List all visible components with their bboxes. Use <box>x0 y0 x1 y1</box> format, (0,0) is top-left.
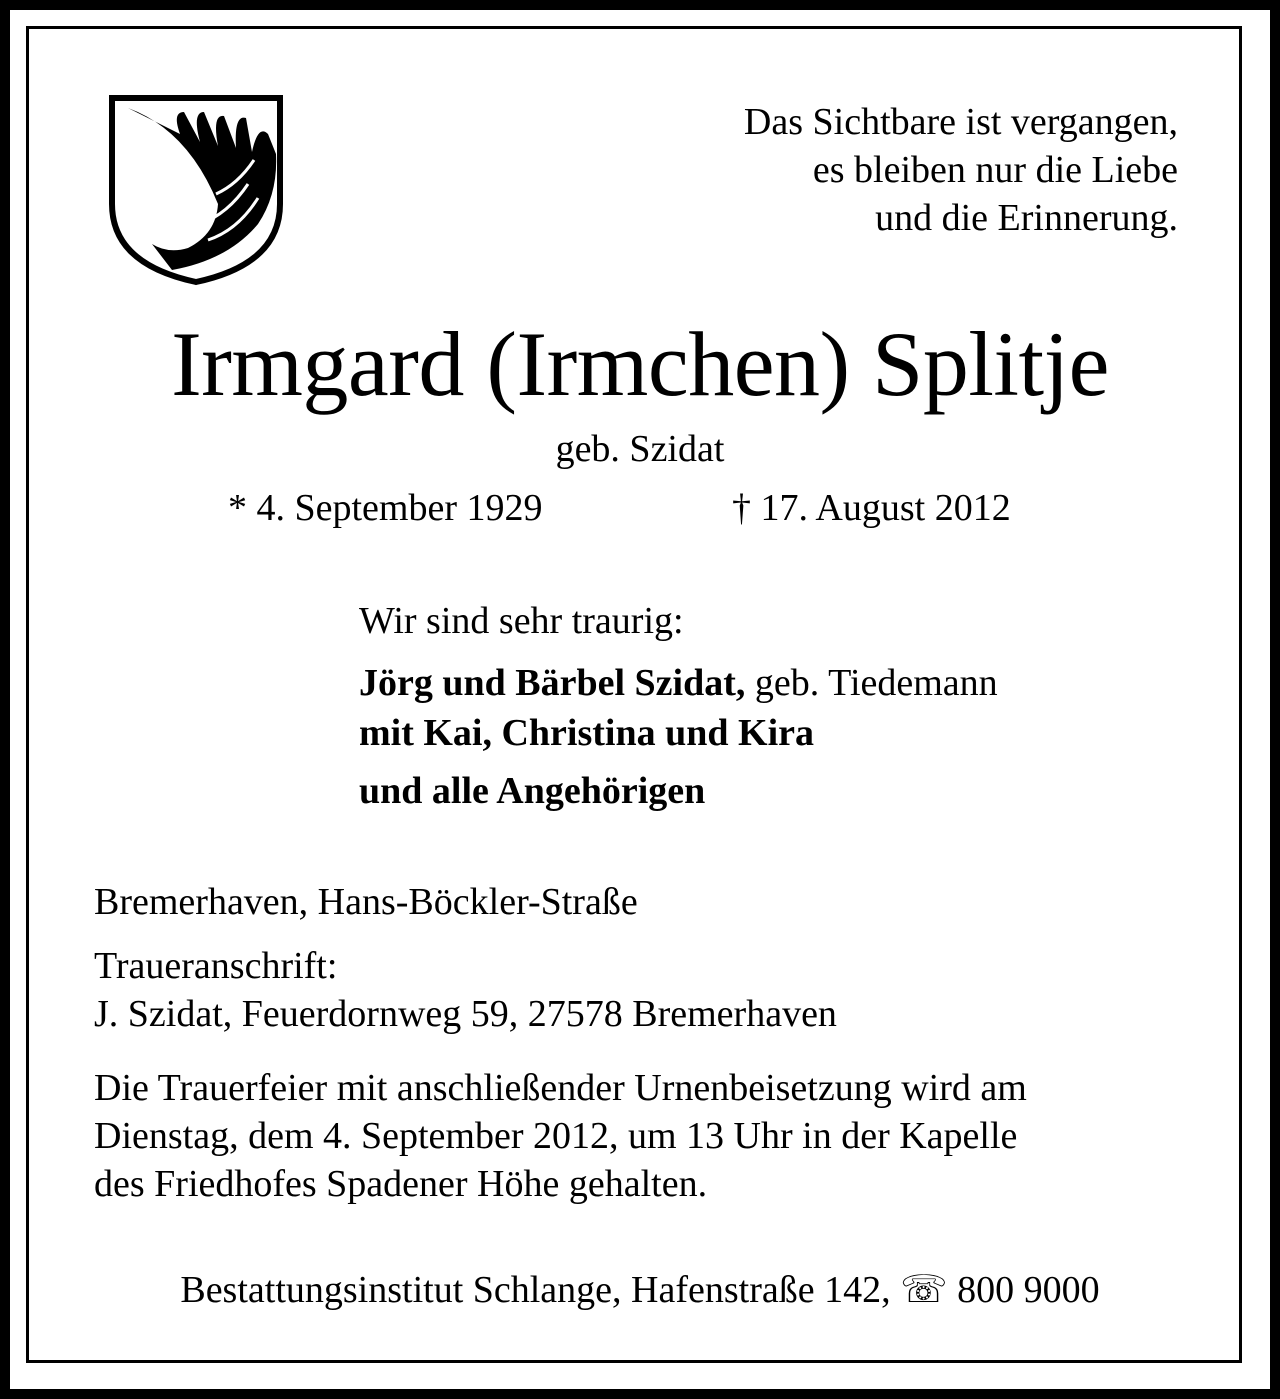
mourning-address-label: Traueranschrift: <box>94 945 338 987</box>
undertaker-line <box>10 1266 1270 1314</box>
mourning-address-text: J. Szidat, Feuerdornweg 59, 27578 Bremerhaven <box>94 993 837 1035</box>
deceased-name: Irmgard (Irmchen) Splitje <box>171 313 1109 415</box>
ceremony-info <box>94 1064 1027 1208</box>
death-date: † 17. August 2012 <box>732 487 1011 529</box>
ceremony-line: Die Trauerfeier mit anschließender Urnenbeisetzung wird am <box>94 1067 1027 1109</box>
birth-date: * 4. September 1929 <box>228 487 543 529</box>
ceremony-line: des Friedhofes Spadener Höhe gehalten. <box>94 1163 708 1205</box>
maiden-name: geb. Szidat <box>555 428 725 470</box>
ceremony-line: Dienstag, dem 4. September 2012, um 13 Uhr in der Kapelle <box>94 1115 1018 1157</box>
mourners-block <box>359 596 998 816</box>
quote-line: und die Erinnerung. <box>875 197 1178 239</box>
undertaker-phone: 800 9000 <box>957 1269 1100 1311</box>
mourners-maiden: geb. Tiedemann <box>745 662 998 704</box>
telephone-icon: ☏ <box>900 1269 948 1311</box>
coat-of-arms-icon <box>108 94 284 286</box>
mourners-names: Jörg und Bärbel Szidat, <box>359 662 746 704</box>
mourning-address <box>94 942 837 1038</box>
obituary-card <box>10 10 1270 1389</box>
mourners-line <box>359 658 998 708</box>
residence <box>94 878 638 926</box>
mourners-line: und alle Angehörigen <box>359 770 706 812</box>
memorial-quote <box>744 98 1178 242</box>
quote-line: Das Sichtbare ist vergangen, <box>743 101 1178 143</box>
mourners-intro: Wir sind sehr traurig: <box>359 600 684 642</box>
residence-text: Bremerhaven, Hans-Böckler-Straße <box>94 881 638 923</box>
quote-line: es bleiben nur die Liebe <box>812 149 1178 191</box>
mourners-line: mit Kai, Christina und Kira <box>359 712 814 754</box>
undertaker-text: Bestattungsinstitut Schlange, Hafenstraße 142, <box>180 1269 891 1311</box>
